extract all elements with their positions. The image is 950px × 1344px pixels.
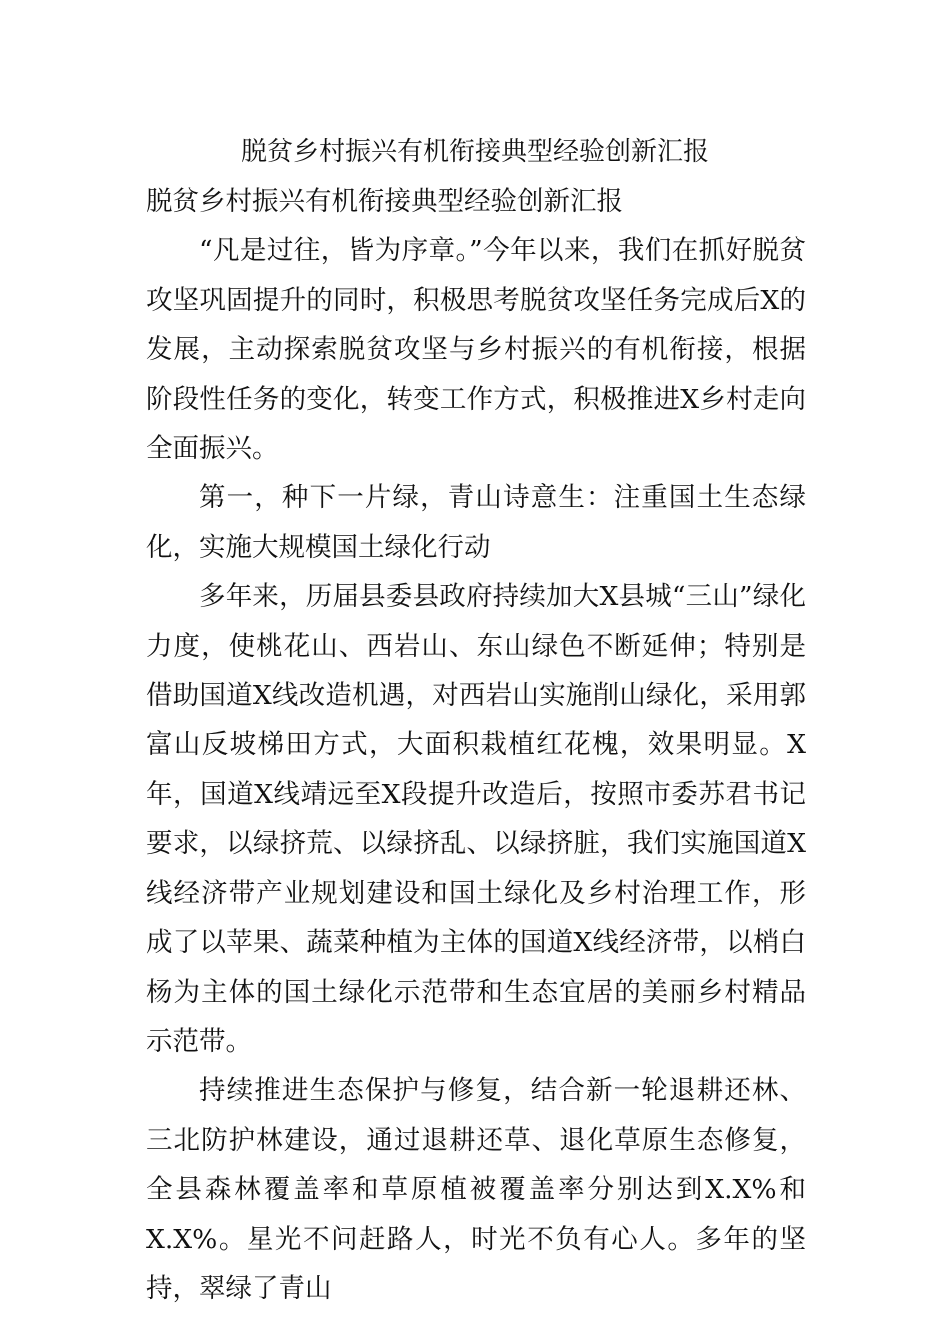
document-body	[146, 177, 806, 1313]
section-heading-first: 第一，种下一片绿，青山诗意生：注重国土生态绿化，实施大规模国土绿化行动	[146, 482, 806, 563]
paragraph-greening-history: 多年来，历届县委县政府持续加大X县城“三山”绿化力度，使桃花山、西岩山、东山绿色不断延伸；特别是借助国道X线改造机遇，对西岩山实施削山绿化，采用郭富山反坡梯田方式，大面积栽植红花槐，效果明显。X年，国道X线靖远至X段提升改造后，按照市委苏君书记要求，以绿挤荒、以绿挤乱、以绿挤脏，我们实施国道X线经济带产业规划建设和国土绿化及乡村治理工作，形成了以苹果、蔬菜种植为主体的国道X线经济带，以梢白杨为主体的国土绿化示范带和生态宜居的美丽乡村精品示范带。	[146, 581, 806, 1057]
paragraph-ecological-restoration: 持续推进生态保护与修复，结合新一轮退耕还林、三北防护林建设，通过退耕还草、退化草原生态修复，全县森林覆盖率和草原植被覆盖率分别达到X.X%和X.X%。星光不问赶路人，时光不负有心人。多年的坚持，翠绿了青山	[146, 1075, 806, 1304]
document-subtitle: 脱贫乡村振兴有机衔接典型经验创新汇报	[146, 186, 623, 217]
paragraph-intro: “凡是过往，皆为序章。”今年以来，我们在抓好脱贫攻坚巩固提升的同时，积极思考脱贫攻坚任务完成后X的发展，主动探索脱贫攻坚与乡村振兴的有机衔接，根据阶段性任务的变化，转变工作方式，积极推进X乡村走向全面振兴。	[146, 235, 806, 465]
document-title: 脱贫乡村振兴有机衔接典型经验创新汇报	[240, 137, 709, 167]
